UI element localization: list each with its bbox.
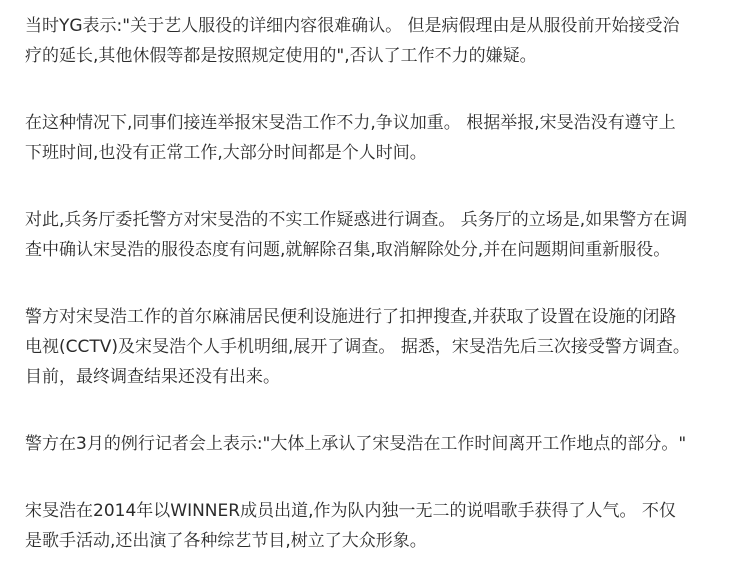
text-line: 下班时间,也没有正常工作,大部分时间都是个人时间。	[25, 143, 427, 163]
paragraph-winner-debut	[25, 496, 725, 556]
paragraph-police-investigation	[25, 302, 725, 392]
text-line: 警方对宋旻浩工作的首尔麻浦居民便利设施进行了扣押搜查,并获取了设置在设施的闭路	[25, 307, 677, 327]
paragraph-yg-statement	[25, 11, 725, 71]
text-line: 疗的延长,其他休假等都是按照规定使用的",否认了工作不力的嫌疑。	[25, 46, 537, 66]
paragraph-police-press-conference	[25, 429, 725, 459]
text-line: 查中确认宋旻浩的服役态度有问题,就解除召集,取消解除处分,并在问题期间重新服役。	[25, 240, 671, 260]
paragraph-colleague-reports	[25, 108, 725, 168]
text-line: 当时YG表示:"关于艺人服役的详细内容很难确认。 但是病假理由是从服役前开始接受治	[25, 16, 680, 36]
text-line: 警方在3月的例行记者会上表示:"大体上承认了宋旻浩在工作时间离开工作地点的部分。"	[25, 434, 687, 454]
text-line: 宋旻浩在2014年以WINNER成员出道,作为队内独一无二的说唱歌手获得了人气。 不仅	[25, 501, 676, 521]
text-line: 目前，最终调查结果还没有出来。	[25, 367, 280, 387]
text-line: 对此,兵务厅委托警方对宋旻浩的不实工作疑惑进行调查。 兵务厅的立场是,如果警方在调	[25, 210, 688, 230]
text-line: 在这种情况下,同事们接连举报宋旻浩工作不力,争议加重。 根据举报,宋旻浩没有遵守上	[25, 113, 676, 133]
text-line: 电视(CCTV)及宋旻浩个人手机明细,展开了调查。 据悉，宋旻浩先后三次接受警方调查。	[25, 337, 690, 357]
paragraph-military-manpower-administration	[25, 205, 725, 265]
text-line: 是歌手活动,还出演了各种综艺节目,树立了大众形象。	[25, 531, 427, 551]
article-body	[25, 11, 725, 556]
